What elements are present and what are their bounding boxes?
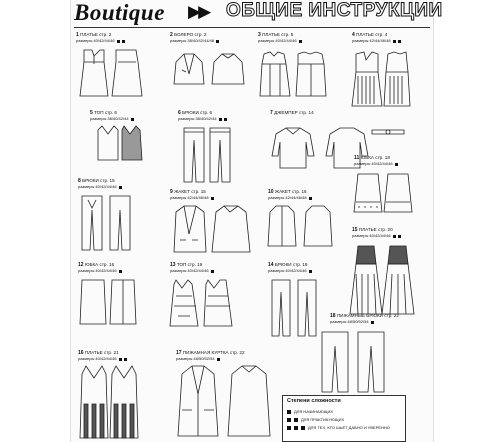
trousers-sketch-6 xyxy=(182,126,234,184)
item-caption: 1 ПЛАТЬЕ стр. 2 xyxy=(76,32,112,38)
difficulty-square-icon xyxy=(301,426,305,430)
item-caption: 17 ПИЖАМНАЯ КУРТКА стр. 22 xyxy=(176,350,245,356)
item-sizes: размеры 40/42/44/46 xyxy=(258,39,302,43)
legend-row-practicing: ДЛЯ ПРАКТИКУЮЩИХ xyxy=(287,417,344,422)
item-caption: 18 ПИЖАМНЫЕ БРЮКИ стр. 22 xyxy=(330,313,399,319)
skirt-sketch-12 xyxy=(80,278,138,328)
top-sketch-13 xyxy=(170,278,240,330)
item-sizes: размеры 38/40/42/44 xyxy=(178,117,227,121)
item-sizes: размеры 40/42/44/46 xyxy=(268,269,312,273)
trousers-sketch-14 xyxy=(270,278,320,338)
item-caption: 8 БРЮКИ стр. 15 xyxy=(78,178,115,184)
legend-row-beginner: ДЛЯ НАЧИНАЮЩИХ xyxy=(287,409,333,414)
item-caption: 14 БРЮКИ стр. 19 xyxy=(268,262,308,268)
item-caption: 6 БРЮКИ стр. 6 xyxy=(178,110,213,116)
catalog-item-5[interactable] xyxy=(90,111,134,121)
item-sizes: размеры 48/50/52/54 xyxy=(176,357,245,361)
catalog-item-6[interactable] xyxy=(178,111,227,121)
item-caption: 7 ДЖЕМПЕР стр. 14 xyxy=(270,110,314,116)
item-sizes: размеры 38/40/42/44/46 xyxy=(170,39,219,43)
difficulty-square-icon xyxy=(287,418,291,422)
catalog-item-10[interactable] xyxy=(268,190,312,200)
item-sizes: размеры 40/42/44/46 xyxy=(76,39,125,43)
dress-sketch-16 xyxy=(80,364,142,440)
page-title: ОБЩИЕ ИНСТРУКЦИИ xyxy=(226,0,443,21)
item-sizes: размеры 40/42/44/46 xyxy=(352,234,401,238)
item-caption: 13 ТОП стр. 19 xyxy=(170,262,203,268)
jacket-sketch-10 xyxy=(266,204,336,250)
item-sizes: размеры 40/42/44/46 xyxy=(78,357,127,361)
item-caption: 5 ТОП стр. 6 xyxy=(90,110,117,116)
item-sizes: размеры 48/50/52/54 xyxy=(330,320,399,324)
dress-sketch-4 xyxy=(350,50,410,112)
difficulty-square-icon xyxy=(294,426,298,430)
top-sketch-5 xyxy=(98,124,144,164)
item-sizes: размеры 42/44/46/48 xyxy=(170,196,214,200)
catalog-item-1[interactable] xyxy=(76,33,125,43)
trousers-sketch-8 xyxy=(80,194,134,252)
catalog-item-9[interactable] xyxy=(170,190,214,200)
skirt-sketch-11 xyxy=(354,172,414,216)
item-sizes: размеры 38/40/42/44 xyxy=(90,117,134,121)
difficulty-square-icon xyxy=(287,426,291,430)
difficulty-square-icon xyxy=(287,410,291,414)
catalog-item-7[interactable] xyxy=(270,111,314,116)
catalog-item-15[interactable] xyxy=(352,228,401,238)
catalog-item-11[interactable] xyxy=(354,156,398,166)
item-caption: 16 ПЛАТЬЕ стр. 21 xyxy=(78,350,119,356)
item-caption: 10 ЖАКЕТ стр. 16 xyxy=(268,189,307,195)
item-caption: 12 ЮБКА стр. 16 xyxy=(78,262,115,268)
item-sizes: размеры 42/44/46/48 xyxy=(352,39,401,43)
bolero-sketch xyxy=(172,50,248,90)
pajama-jacket-sketch xyxy=(174,364,274,440)
catalog-item-12[interactable] xyxy=(78,263,122,273)
catalog-item-8[interactable] xyxy=(78,179,122,189)
item-sizes: размеры 40/42/44/46 xyxy=(78,185,122,189)
dress-sketch-1 xyxy=(78,48,144,98)
item-caption: 3 ПЛАТЬЕ стр. 5 xyxy=(258,32,294,38)
catalog-item-13[interactable] xyxy=(170,263,214,273)
jacket-sketch-9 xyxy=(172,204,252,256)
item-caption: 9 ЖАКЕТ стр. 15 xyxy=(170,189,206,195)
catalog-item-3[interactable] xyxy=(258,33,302,43)
header-divider xyxy=(74,27,430,28)
difficulty-square-icon xyxy=(294,418,298,422)
catalog-item-17[interactable] xyxy=(176,351,245,361)
double-arrow-icon: ▶▶ xyxy=(188,2,209,21)
item-caption: 15 ПЛАТЬЕ стр. 20 xyxy=(352,227,393,233)
item-sizes: размеры 42/44/46/48 xyxy=(268,196,312,200)
item-caption: 2 БОЛЕРО стр. 2 xyxy=(170,32,207,38)
item-sizes: размеры 40/42/44/46 xyxy=(78,269,122,273)
catalog-item-2[interactable] xyxy=(170,33,219,43)
pajama-trousers-sketch xyxy=(320,330,390,396)
item-caption: 4 ПЛАТЬЕ стр. 4 xyxy=(352,32,388,38)
difficulty-legend xyxy=(282,395,406,442)
legend-title: Степени сложности xyxy=(287,398,341,404)
legend-row-experienced: ДЛЯ ТЕХ, КТО ШЬЁТ ДАВНО И УВЕРЕННО xyxy=(287,425,390,430)
item-sizes: размеры 40/42/44/46 xyxy=(354,162,398,166)
boutique-logo: Boutique xyxy=(74,0,165,25)
catalog-item-18[interactable] xyxy=(330,314,399,324)
dress-sketch-15 xyxy=(350,244,414,318)
catalog-item-16[interactable] xyxy=(78,351,127,361)
catalog-item-14[interactable] xyxy=(268,263,312,273)
catalog-item-4[interactable] xyxy=(352,33,401,43)
dress-sketch-3 xyxy=(258,50,328,100)
item-sizes: размеры 40/42/44/46 xyxy=(170,269,214,273)
item-caption: 11 ЮБКА стр. 18 xyxy=(354,155,390,161)
